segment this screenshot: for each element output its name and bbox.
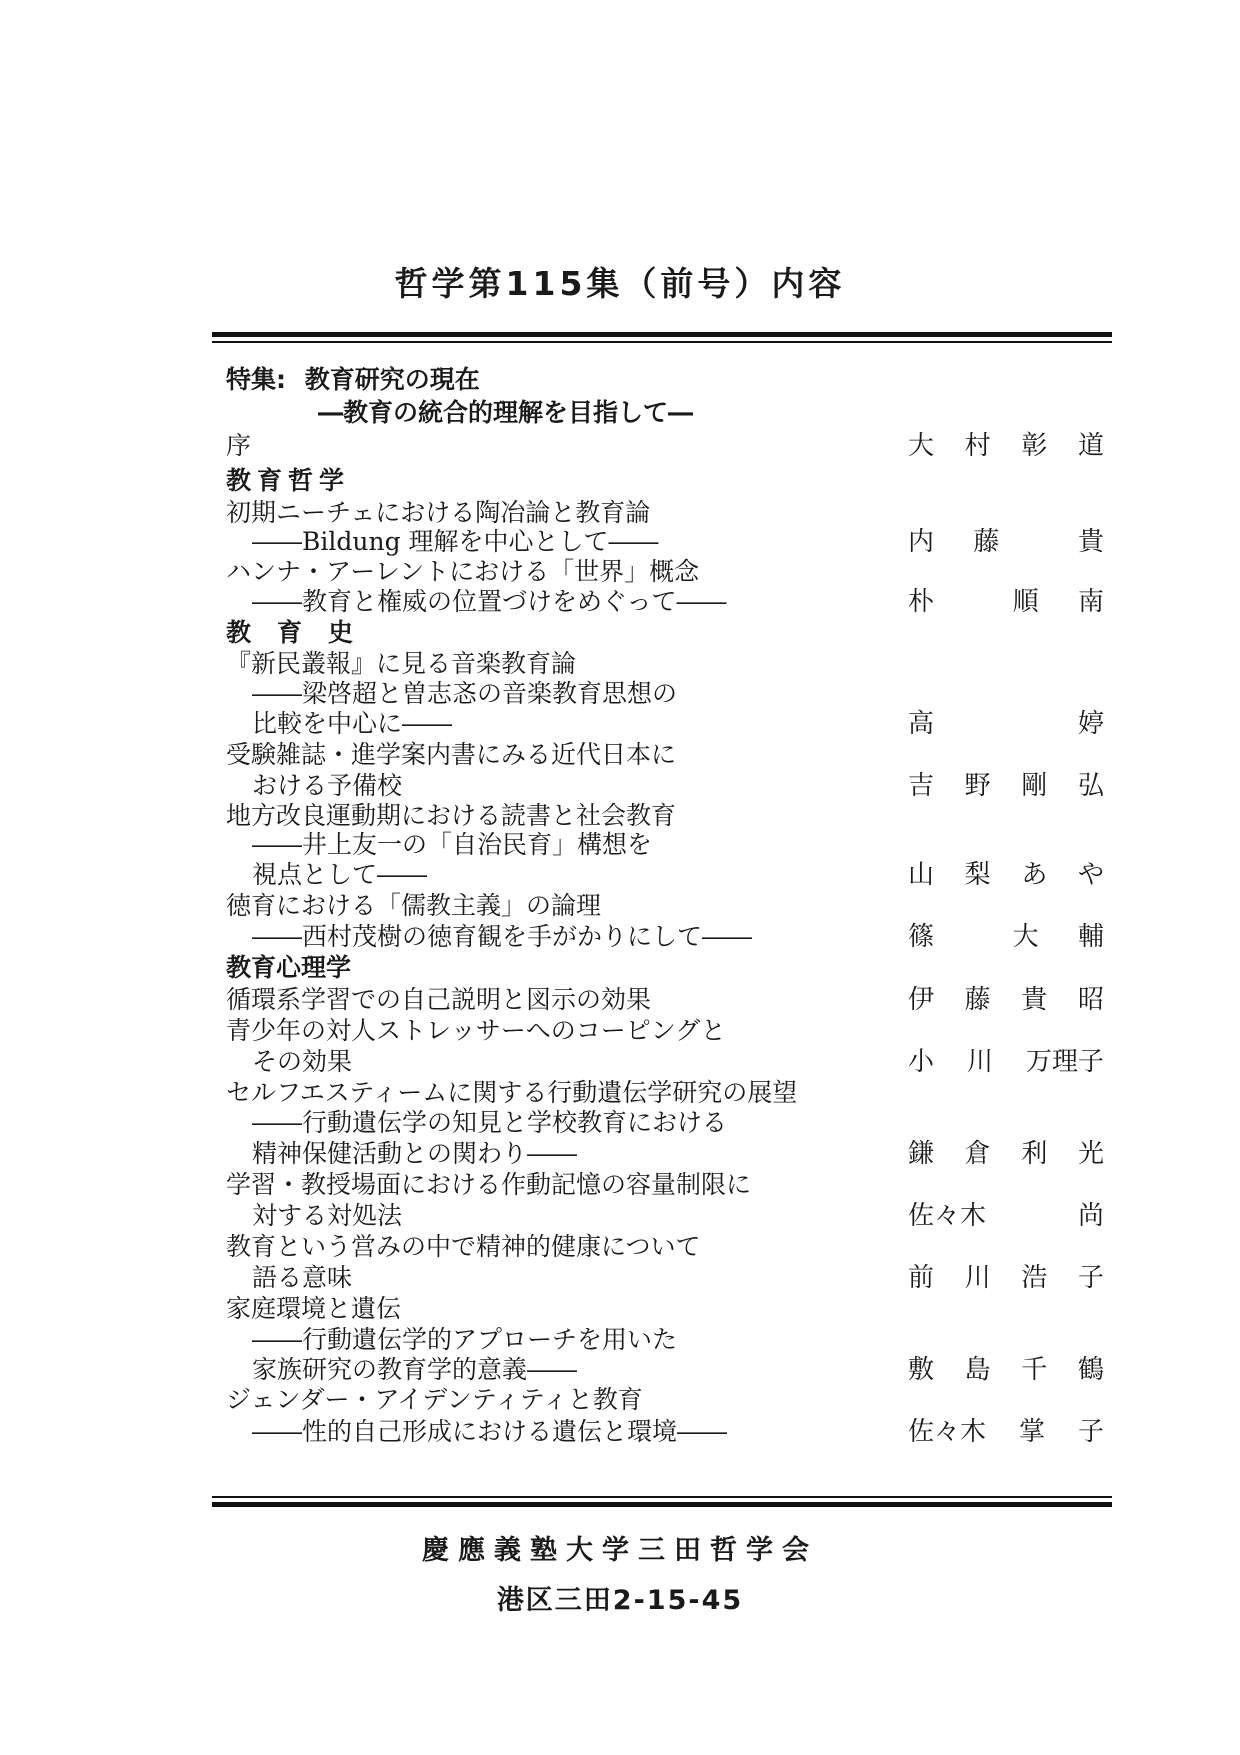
toc-line: ――井上友一の「自治民育」構想を xyxy=(252,830,653,859)
toc-line: 『新民叢報』に見る音楽教育論 xyxy=(226,649,577,678)
toc-line: 家族研究の教育学的意義―― xyxy=(252,1355,578,1384)
author-name: 佐々木 尚 xyxy=(908,1201,1104,1231)
toc-line: 語る意味 xyxy=(252,1263,353,1292)
toc-line: その効果 xyxy=(252,1047,353,1076)
toc-line: 初期ニーチェにおける陶冶論と教育論 xyxy=(226,498,651,527)
author-name: 伊 藤 貴 昭 xyxy=(908,985,1104,1015)
section-heading: 教育心理学 xyxy=(226,953,352,982)
author-name: 小 川 万理子 xyxy=(908,1047,1104,1077)
toc-line: 受験雑誌・進学案内書にみる近代日本に xyxy=(226,740,677,769)
section-heading: 教育史 xyxy=(226,618,380,647)
toc-line: ――性的自己形成における遺伝と環境―― xyxy=(252,1417,728,1446)
bottom-double-rule xyxy=(212,1496,1112,1507)
author-name: 吉 野 剛 弘 xyxy=(908,771,1104,801)
toc-line: 循環系学習での自己説明と図示の効果 xyxy=(226,985,652,1014)
toc-line: ――西村茂樹の徳育観を手がかりにして―― xyxy=(252,922,753,951)
publisher-name: 慶應義塾大学三田哲学会 xyxy=(422,1535,818,1566)
toc-line: ――行動遺伝学的アプローチを用いた xyxy=(252,1325,678,1354)
toc-line: ハンナ・アーレントにおける「世界」概念 xyxy=(226,557,700,586)
toc-line: ――梁啓超と曽志忞の音楽教育思想の xyxy=(252,679,678,708)
special-feature-label: 特集: xyxy=(226,365,286,394)
toc-line: 地方改良運動期における読書と社会教育 xyxy=(226,801,677,830)
author-name: 高 婷 xyxy=(908,709,1104,739)
special-feature-title: 教育研究の現在 xyxy=(304,365,480,394)
author-name: 山 梨 あ や xyxy=(908,860,1104,890)
author-name: 大 村 彰 道 xyxy=(908,431,1104,461)
toc-line: ジェンダー・アイデンティティと教育 xyxy=(226,1385,643,1414)
toc-line: 対する対処法 xyxy=(252,1201,403,1230)
author-name: 敷 島 千 鶴 xyxy=(908,1355,1104,1385)
page-title: 哲学第115集（前号）内容 xyxy=(394,264,846,303)
top-double-rule xyxy=(212,332,1112,343)
toc-line: 視点として―― xyxy=(252,860,428,889)
toc-line: 比較を中心に―― xyxy=(252,709,453,738)
author-name: 佐々木 掌 子 xyxy=(908,1417,1104,1447)
author-name: 前 川 浩 子 xyxy=(908,1263,1104,1293)
toc-line: 学習・教授場面における作動記憶の容量制限に xyxy=(226,1170,752,1199)
special-feature-subtitle: ―教育の統合的理解を目指して― xyxy=(318,398,694,427)
section-heading: 教育哲学 xyxy=(226,466,351,495)
toc-line: ――教育と権威の位置づけをめぐって―― xyxy=(252,587,727,616)
toc-line: 家庭環境と遺伝 xyxy=(226,1294,402,1323)
toc-line: 教育という営みの中で精神的健康について xyxy=(226,1232,701,1261)
author-name: 内 藤 貴 xyxy=(908,527,1104,557)
author-name: 朴 順 南 xyxy=(908,587,1104,617)
toc-line: ――行動遺伝学の知見と学校教育における xyxy=(252,1108,728,1137)
publisher-address: 港区三田2-15-45 xyxy=(496,1585,744,1616)
author-name: 篠 大 輔 xyxy=(908,922,1104,952)
toc-line: ――Bildung 理解を中心として―― xyxy=(252,527,659,556)
author-name: 鎌 倉 利 光 xyxy=(908,1139,1104,1169)
special-feature-heading xyxy=(226,364,480,396)
toc-line: おける予備校 xyxy=(252,771,403,800)
toc-line: 徳育における「儒教主義」の論理 xyxy=(226,891,602,920)
toc-line: セルフエスティームに関する行動遺伝学研究の展望 xyxy=(226,1078,798,1107)
toc-line: 青少年の対人ストレッサーへのコーピングと xyxy=(226,1016,726,1045)
toc-line: 序 xyxy=(226,431,252,460)
toc-line: 精神保健活動との関わり―― xyxy=(252,1139,578,1168)
